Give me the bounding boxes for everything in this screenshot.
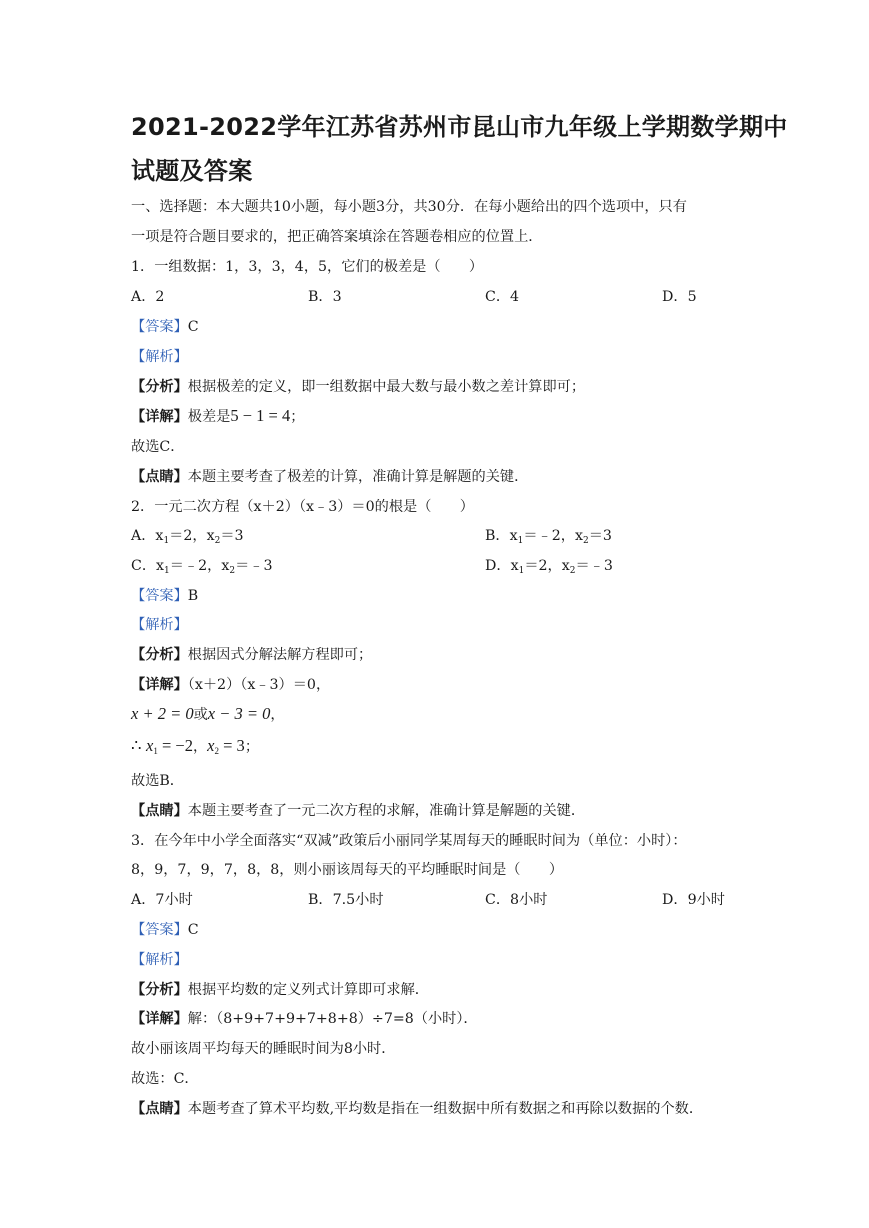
step-end: ；	[244, 739, 260, 755]
separator: ，	[192, 739, 208, 755]
xiangjie-text: （x＋2）（x﹣3）＝0，	[187, 677, 331, 693]
opt-text: C．x	[131, 558, 165, 574]
dianjing-tag: 【点睛】	[131, 469, 188, 485]
opt-text: ＝﹣3	[575, 558, 613, 574]
xiangjie-tag: 【详解】	[131, 409, 188, 425]
subscript: 2	[582, 536, 589, 546]
fenxi-tag: 【分析】	[131, 647, 188, 663]
root-value: = 3	[219, 736, 245, 755]
q2-option-a	[131, 527, 244, 550]
var-x: x	[146, 736, 154, 755]
answer-value: C	[187, 319, 199, 335]
q1-jiexi	[131, 348, 188, 366]
fenxi-text: 根据因式分解法解方程即可；	[187, 647, 373, 663]
q2-choose: 故选B．	[131, 773, 184, 789]
dianjing-tag: 【点睛】	[131, 1101, 188, 1117]
q3-option-d: D．9小时	[662, 892, 725, 908]
opt-text: B．x	[485, 528, 518, 544]
var-x: x	[207, 736, 215, 755]
document-title-line2: 试题及答案	[131, 157, 253, 185]
subscript: 1	[153, 746, 158, 756]
dianjing-text: 本题主要考查了极差的计算，准确计算是解题的关键．	[187, 469, 529, 485]
opt-text: D．x	[485, 558, 519, 574]
q3-option-a: A．7小时	[131, 892, 193, 908]
q2-option-c	[131, 557, 273, 580]
jiexi-tag: 【解析】	[131, 952, 188, 968]
answer-value: B	[187, 588, 199, 604]
fenxi-tag: 【分析】	[131, 982, 188, 998]
q3-jiexi	[131, 951, 188, 969]
root-x2	[207, 736, 245, 755]
subscript: 2	[214, 536, 221, 546]
q2-option-b	[485, 527, 612, 550]
subscript: 1	[164, 566, 170, 576]
q3-stem-line2: 8，9，7，9，7，8，8，则小丽该周每天的平均睡眠时间是（ ）	[131, 862, 564, 878]
q2-stem: 2．一元二次方程（x＋2）（x﹣3）＝0的根是（ ）	[131, 499, 474, 515]
q1-choose: 故选C．	[131, 439, 185, 455]
xiangjie-text: 解：（8+9+7+9+7+8+8）÷7=8（小时）．	[187, 1011, 478, 1027]
q1-option-d: D．5	[662, 289, 697, 305]
q2-step2	[131, 737, 259, 760]
equation-text: x − 3 = 0	[207, 704, 271, 723]
dianjing-text: 本题考查了算术平均数,平均数是指在一组数据中所有数据之和再除以数据的个数．	[187, 1101, 704, 1117]
fenxi-text: 根据极差的定义，即一组数据中最大数与最小数之差计算即可；	[187, 379, 586, 395]
root-value: = −2	[157, 736, 193, 755]
q3-option-c: C．8小时	[485, 892, 548, 908]
q2-step1	[131, 705, 285, 724]
equation-left	[131, 704, 194, 723]
q2-option-d	[485, 557, 613, 580]
xiangjie-end: ；	[290, 409, 305, 425]
q1-option-c: C．4	[485, 289, 520, 305]
jiexi-tag: 【解析】	[131, 349, 188, 365]
answer-tag: 【答案】	[131, 319, 188, 335]
q2-dianjing	[131, 802, 585, 820]
q2-xiangjie	[131, 676, 330, 694]
jiexi-tag: 【解析】	[131, 617, 188, 633]
q3-answer	[131, 921, 199, 939]
dianjing-text: 本题主要考查了一元二次方程的求解，准确计算是解题的关键．	[187, 803, 586, 819]
opt-text: ＝2，x	[169, 528, 215, 544]
opt-text: ＝﹣2，x	[523, 528, 583, 544]
equation-text: x + 2 = 0	[131, 704, 194, 723]
dianjing-tag: 【点睛】	[131, 803, 188, 819]
section-instructions-line2: 一项是符合题目要求的，把正确答案填涂在答题卷相应的位置上．	[131, 229, 543, 245]
opt-text: ＝3	[588, 528, 612, 544]
document-title-line1: 2021-2022学年江苏省苏州市昆山市九年级上学期数学期中	[131, 113, 788, 141]
subscript: 1	[518, 566, 525, 576]
subscript: 2	[214, 746, 219, 756]
or-text: 或	[193, 707, 208, 723]
q1-option-b: B．3	[308, 289, 342, 305]
q2-answer	[131, 587, 198, 605]
fenxi-tag: 【分析】	[131, 379, 188, 395]
opt-text: A．x	[131, 528, 164, 544]
opt-text: ＝3	[220, 528, 244, 544]
subscript: 2	[569, 566, 576, 576]
q1-answer	[131, 318, 199, 336]
section-instructions-line1: 一、选择题：本大题共10小题，每小题3分，共30分．在每小题给出的四个选项中，只有	[131, 199, 687, 215]
q3-choose: 故选：C．	[131, 1071, 199, 1087]
xiangjie-formula: 5 − 1 = 4	[230, 406, 291, 425]
q1-stem: 1．一组数据：1，3，3，4，5，它们的极差是（ ）	[131, 259, 484, 275]
subscript: 2	[229, 566, 236, 576]
q1-dianjing	[131, 468, 528, 486]
root-x1	[146, 736, 193, 755]
answer-tag: 【答案】	[131, 588, 188, 604]
therefore-symbol: ∴	[131, 736, 142, 755]
q3-fenxi	[131, 981, 429, 999]
q3-dianjing	[131, 1100, 703, 1118]
xiangjie-tag: 【详解】	[131, 677, 188, 693]
q3-stem-line1: 3．在今年中小学全面落实“双减”政策后小丽同学某周每天的睡眠时间为（单位：小时）：	[131, 833, 687, 849]
q1-option-a: A．2	[131, 289, 165, 305]
subscript: 1	[163, 536, 170, 546]
subscript: 1	[517, 536, 524, 546]
q3-option-b: B．7.5小时	[308, 892, 384, 908]
equation-right	[208, 704, 271, 723]
opt-text: ＝﹣2，x	[169, 558, 230, 574]
q3-conclusion: 故小丽该周平均每天的睡眠时间为8小时．	[131, 1041, 396, 1057]
q1-fenxi	[131, 378, 585, 396]
q2-jiexi	[131, 616, 188, 634]
q2-fenxi	[131, 646, 372, 664]
xiangjie-tag: 【详解】	[131, 1011, 188, 1027]
q3-xiangjie	[131, 1010, 478, 1028]
step-end: ，	[270, 707, 285, 723]
fenxi-text: 根据平均数的定义列式计算即可求解．	[187, 982, 429, 998]
opt-text: ＝﹣3	[235, 558, 273, 574]
answer-value: C	[187, 922, 199, 938]
opt-text: ＝2，x	[524, 558, 570, 574]
q1-xiangjie	[131, 407, 304, 426]
xiangjie-text: 极差是	[187, 409, 231, 425]
answer-tag: 【答案】	[131, 922, 188, 938]
